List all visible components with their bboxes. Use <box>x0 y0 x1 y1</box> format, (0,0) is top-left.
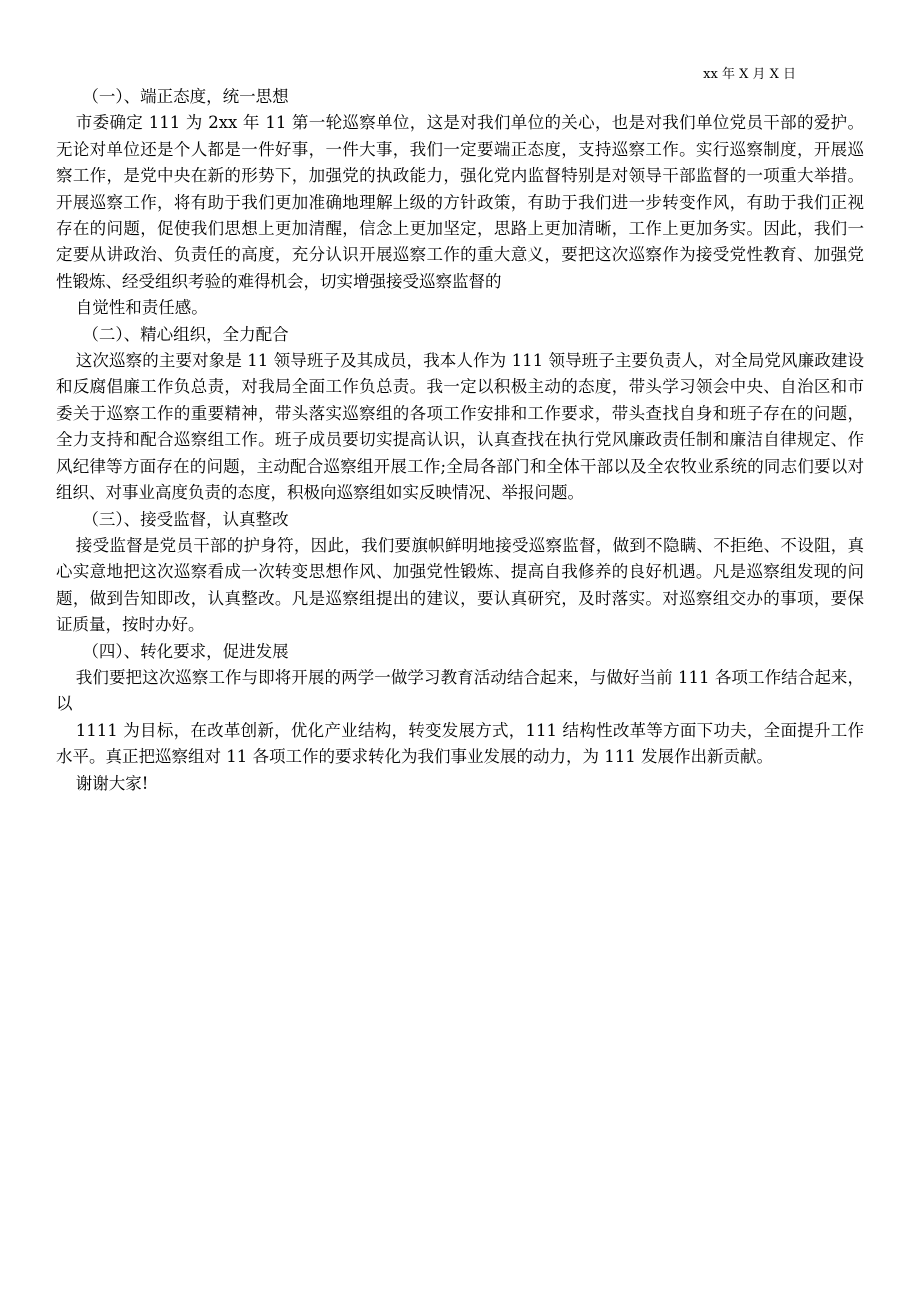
paragraph-5: 我们要把这次巡察工作与即将开展的两学一做学习教育活动结合起来，与做好当前 111 各项工作结合起来，以 <box>56 667 864 714</box>
section-heading-3: （三）、接受监督，认真整改 <box>82 509 289 529</box>
closing-line: 谢谢大家! <box>75 773 149 793</box>
paragraph-6: 1111 为目标，在改革创新，优化产业结构，转变发展方式，111 结构性改革等方面下功夫，全面提升工作水平。真正把巡察组对 11 各项工作的要求转化为我们事业发展的动力，为 111 发展作出新贡献。 <box>56 720 864 767</box>
document-date: xx 年 X 月 X 日 <box>703 67 796 82</box>
section-heading-4: （四）、转化要求，促进发展 <box>82 641 289 661</box>
paragraph-1: 市委确定 111 为 2xx 年 11 第一轮巡察单位，这是对我们单位的关心，也是对我们单位党员干部的爱护。无论对单位还是个人都是一件好事，一件大事，我们一定要端正态度，支持巡察工作。实行巡察制度，开展巡察工作，是党中央在新的形势下，加强党的执政能力，强化党内监督特别是对领导干部监督的一项重大举措。开展巡察工作，将有助于我们更加准确地理解上级的方针政策，有助于我们进一步转变作风，有助于我们正视存在的问题，促使我们思想上更加清醒，信念上更加坚定，思路上更加清晰，工作上更加务实。因此，我们一定要从讲政治、负责任的高度，充分认识开展巡察工作的重大意义，要把这次巡察作为接受党性教育、加强党性锻炼、经受组织考验的难得机会，切实增强接受巡察监督的 <box>56 113 864 291</box>
document-body <box>56 84 864 797</box>
section-heading-1: （一）、端正态度，统一思想 <box>82 87 289 106</box>
section-heading-2: （二）、精心组织，全力配合 <box>82 324 289 344</box>
paragraph-4: 接受监督是党员干部的护身符，因此，我们要旗帜鲜明地接受巡察监督，做到不隐瞒、不拒绝、不设阻，真心实意地把这次巡察看成一次转变思想作风、加强党性锻炼、提高自我修养的良好机遇。凡是巡察组发现的问题，做到告知即改，认真整改。凡是巡察组提出的建议，要认真研究，及时落实。对巡察组交办的事项，要保证质量，按时办好。 <box>56 535 864 635</box>
paragraph-2: 自觉性和责任感。 <box>75 298 208 318</box>
paragraph-3: 这次巡察的主要对象是 11 领导班子及其成员，我本人作为 111 领导班子主要负责人，对全局党风廉政建设和反腐倡廉工作负总责，对我局全面工作负总责。我一定以积极主动的态度，带头学习领会中央、自治区和市委关于巡察工作的重要精神，带头落实巡察组的各项工作安排和工作要求，带头查找自身和班子存在的问题，全力支持和配合巡察组工作。班子成员要切实提高认识，认真查找在执行党风廉政责任制和廉洁自律规定、作风纪律等方面存在的问题，主动配合巡察组开展工作;全局各部门和全体干部以及全农牧业系统的同志们要以对组织、对事业高度负责的态度，积极向巡察组如实反映情况、举报问题。 <box>56 351 864 503</box>
